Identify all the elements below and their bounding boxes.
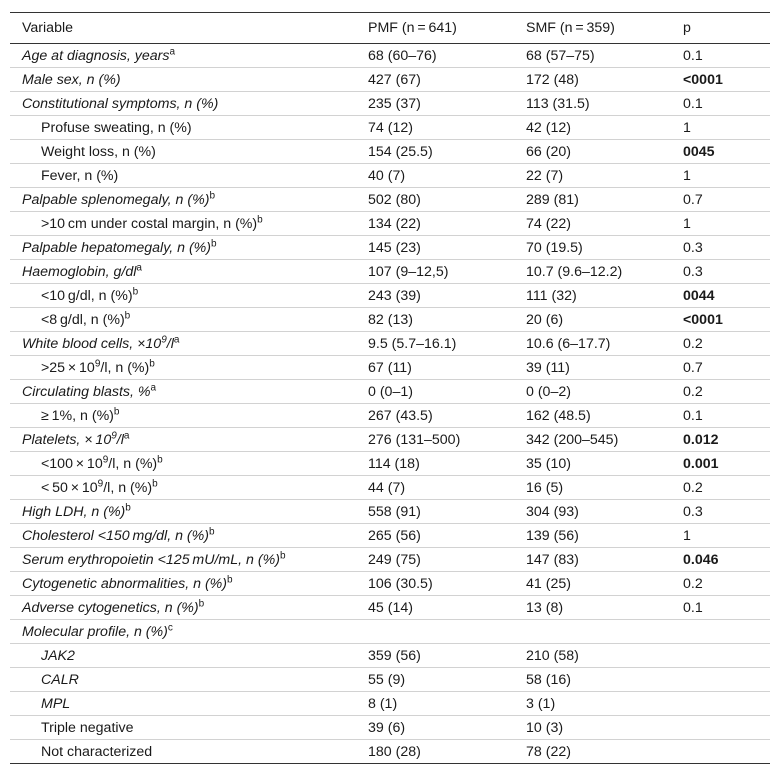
table-row: [10, 692, 770, 716]
footnote-marker: b: [209, 189, 215, 201]
table-row: [10, 140, 770, 164]
cell-variable: Age at diagnosis, years$^a$: [10, 44, 360, 68]
cell-p-value: [675, 668, 770, 692]
cell-variable: $>25 \times 10^9/l$, n (%)$^b$: [10, 356, 360, 380]
cell-pmf: 82 (13): [360, 308, 518, 332]
cell-variable: High LDH, n (%)$^b$: [10, 500, 360, 524]
cell-pmf: 145 (23): [360, 236, 518, 260]
table-row: [10, 404, 770, 428]
cell-p-value: 0.012: [675, 428, 770, 452]
cell-pmf: 106 (30.5): [360, 572, 518, 596]
footnote-marker: b: [279, 549, 286, 561]
cell-pmf: [360, 620, 518, 644]
cell-p-value: 0045: [675, 140, 770, 164]
cell-variable: <10 g/dl, n (%)$^b$: [10, 284, 360, 308]
table-row: [10, 116, 770, 140]
footnote-marker: b: [227, 573, 233, 585]
cell-p-value: [675, 620, 770, 644]
cell-pmf: 44 (7): [360, 476, 518, 500]
cell-p-value: 0.1: [675, 404, 770, 428]
cell-pmf: 265 (56): [360, 524, 518, 548]
cell-smf: 41 (25): [518, 572, 675, 596]
cell-pmf: 68 (60–76): [360, 44, 518, 68]
cell-p-value: [675, 716, 770, 740]
cell-variable: ≥ 1%, n (%)$^b$: [10, 404, 360, 428]
table-header: [10, 13, 770, 44]
cell-p-value: 0.2: [675, 380, 770, 404]
header-p: p: [675, 13, 770, 44]
footnote-marker: b: [208, 525, 215, 537]
table-row: [10, 356, 770, 380]
exponent: 9: [97, 477, 104, 489]
footnote-marker: a: [169, 45, 176, 57]
cell-pmf: 249 (75): [360, 548, 518, 572]
footnote-marker: c: [167, 621, 173, 633]
cell-variable: >10 cm under costal margin, n (%)$^b$: [10, 212, 360, 236]
cell-smf: 139 (56): [518, 524, 675, 548]
table-row: [10, 68, 770, 92]
cell-pmf: 276 (131–500): [360, 428, 518, 452]
exponent: 9: [94, 357, 101, 369]
cell-variable: Circulating blasts, %$^a$: [10, 380, 360, 404]
footnote-marker: a: [150, 381, 157, 393]
cell-smf: 22 (7): [518, 164, 675, 188]
cell-pmf: 107 (9–12,5): [360, 260, 518, 284]
footnote-marker: b: [132, 285, 139, 297]
cell-smf: [518, 620, 675, 644]
table-row: [10, 308, 770, 332]
cell-smf: 289 (81): [518, 188, 675, 212]
cell-pmf: 502 (80): [360, 188, 518, 212]
cell-variable: Weight loss, n (%): [10, 140, 360, 164]
cell-variable: Not characterized: [10, 740, 360, 764]
footnote-marker: b: [149, 357, 155, 369]
table-row: [10, 716, 770, 740]
footnote-marker: a: [136, 261, 142, 273]
cell-variable: MPL: [10, 692, 360, 716]
cell-pmf: 45 (14): [360, 596, 518, 620]
cell-pmf: 74 (12): [360, 116, 518, 140]
cell-smf: 111 (32): [518, 284, 675, 308]
cell-smf: 172 (48): [518, 68, 675, 92]
table-row: [10, 164, 770, 188]
table-row: [10, 572, 770, 596]
table-row: [10, 548, 770, 572]
cell-smf: 78 (22): [518, 740, 675, 764]
cell-smf: 68 (57–75): [518, 44, 675, 68]
cell-pmf: 55 (9): [360, 668, 518, 692]
cell-pmf: 180 (28): [360, 740, 518, 764]
cell-pmf: 0 (0–1): [360, 380, 518, 404]
cell-p-value: 0.3: [675, 500, 770, 524]
footnote-marker: b: [198, 597, 205, 609]
cell-smf: 113 (31.5): [518, 92, 675, 116]
cell-smf: 162 (48.5): [518, 404, 675, 428]
table-row: [10, 44, 770, 68]
cell-smf: 10 (3): [518, 716, 675, 740]
table-row: [10, 92, 770, 116]
cell-p-value: 0044: [675, 284, 770, 308]
cell-p-value: 0.2: [675, 572, 770, 596]
cell-p-value: 0.2: [675, 476, 770, 500]
cell-variable: Cytogenetic abnormalities, n (%)$^b$: [10, 572, 360, 596]
cell-smf: 342 (200–545): [518, 428, 675, 452]
table-row: [10, 236, 770, 260]
cell-smf: 3 (1): [518, 692, 675, 716]
footnote-marker: b: [113, 405, 120, 417]
cell-p-value: 0.7: [675, 188, 770, 212]
footnote-marker: b: [152, 477, 158, 489]
cell-pmf: 134 (22): [360, 212, 518, 236]
header-smf: SMF (n = 359): [518, 13, 675, 44]
table-row: [10, 452, 770, 476]
cell-pmf: 267 (43.5): [360, 404, 518, 428]
table-row: [10, 476, 770, 500]
cell-variable: Constitutional symptoms, n (%): [10, 92, 360, 116]
cell-p-value: 1: [675, 116, 770, 140]
cell-smf: 0 (0–2): [518, 380, 675, 404]
header-variable: Variable: [10, 13, 360, 44]
cell-p-value: 0.001: [675, 452, 770, 476]
cell-p-value: 0.2: [675, 332, 770, 356]
cell-variable: CALR: [10, 668, 360, 692]
cell-pmf: 40 (7): [360, 164, 518, 188]
table-row: [10, 332, 770, 356]
cell-variable: Triple negative: [10, 716, 360, 740]
cell-p-value: 0.1: [675, 44, 770, 68]
cell-p-value: 0.3: [675, 260, 770, 284]
cell-pmf: 114 (18): [360, 452, 518, 476]
cell-p-value: 0.7: [675, 356, 770, 380]
cell-smf: 74 (22): [518, 212, 675, 236]
cell-smf: 58 (16): [518, 668, 675, 692]
footnote-marker: b: [211, 237, 217, 249]
cell-smf: 10.6 (6–17.7): [518, 332, 675, 356]
cell-variable: Male sex, n (%): [10, 68, 360, 92]
cell-p-value: [675, 692, 770, 716]
cell-pmf: 67 (11): [360, 356, 518, 380]
cell-p-value: 1: [675, 212, 770, 236]
cell-smf: 10.7 (9.6–12.2): [518, 260, 675, 284]
cell-pmf: 8 (1): [360, 692, 518, 716]
cell-p-value: 1: [675, 524, 770, 548]
cell-p-value: 0.1: [675, 596, 770, 620]
cell-variable: Palpable hepatomegaly, n (%)$^b$: [10, 236, 360, 260]
cell-pmf: 235 (37): [360, 92, 518, 116]
cell-pmf: 243 (39): [360, 284, 518, 308]
cell-variable: Profuse sweating, n (%): [10, 116, 360, 140]
cell-variable: Haemoglobin, $g/dl^a$: [10, 260, 360, 284]
table-row: [10, 524, 770, 548]
footnote-marker: a: [173, 333, 180, 345]
cell-smf: 39 (11): [518, 356, 675, 380]
cell-smf: 304 (93): [518, 500, 675, 524]
table-row: [10, 500, 770, 524]
table-row: [10, 212, 770, 236]
cell-smf: 13 (8): [518, 596, 675, 620]
exponent: 9: [161, 333, 167, 345]
cell-pmf: 427 (67): [360, 68, 518, 92]
cell-p-value: 0.046: [675, 548, 770, 572]
cell-smf: 16 (5): [518, 476, 675, 500]
table-body: [10, 44, 770, 764]
header-row: [10, 13, 770, 44]
table-row: [10, 644, 770, 668]
cell-p-value: 0.3: [675, 236, 770, 260]
table-row: [10, 428, 770, 452]
cell-p-value: [675, 644, 770, 668]
table-row: [10, 260, 770, 284]
cell-p-value: 1: [675, 164, 770, 188]
cell-smf: 42 (12): [518, 116, 675, 140]
cell-variable: Fever, n (%): [10, 164, 360, 188]
cell-smf: 210 (58): [518, 644, 675, 668]
cell-pmf: 359 (56): [360, 644, 518, 668]
cell-variable: Cholesterol <150 mg/dl, n (%)$^b$: [10, 524, 360, 548]
cell-variable: < $50 \times 10^9/l$, n (%)$^b$: [10, 476, 360, 500]
characteristics-table: [10, 12, 770, 764]
exponent: 9: [102, 453, 109, 465]
cell-p-value: <0001: [675, 308, 770, 332]
cell-variable: $<100 \times 10^9/l$, n (%)$^b$: [10, 452, 360, 476]
cell-smf: 70 (19.5): [518, 236, 675, 260]
footnote-marker: a: [123, 429, 130, 441]
cell-variable: Adverse cytogenetics, n (%)$^b$: [10, 596, 360, 620]
cell-p-value: <0001: [675, 68, 770, 92]
cell-smf: 66 (20): [518, 140, 675, 164]
cell-p-value: 0.1: [675, 92, 770, 116]
cell-smf: 35 (10): [518, 452, 675, 476]
table-row: [10, 596, 770, 620]
cell-pmf: 9.5 (5.7–16.1): [360, 332, 518, 356]
cell-variable: White blood cells, $\times 10^9/l^a$: [10, 332, 360, 356]
table-row: [10, 620, 770, 644]
footnote-marker: b: [124, 309, 131, 321]
cell-variable: Platelets, × $10^9/l^a$: [10, 428, 360, 452]
table-row: [10, 188, 770, 212]
footnote-marker: b: [125, 501, 131, 513]
cell-variable: JAK2: [10, 644, 360, 668]
footnote-marker: b: [157, 453, 163, 465]
cell-variable: <8 g/dl, n (%)$^b$: [10, 308, 360, 332]
cell-pmf: 558 (91): [360, 500, 518, 524]
table-row: [10, 668, 770, 692]
cell-pmf: 154 (25.5): [360, 140, 518, 164]
cell-smf: 147 (83): [518, 548, 675, 572]
cell-smf: 20 (6): [518, 308, 675, 332]
cell-variable: Serum erythropoietin <125 mU/mL, n (%)$^b$: [10, 548, 360, 572]
table-row: [10, 284, 770, 308]
table-row: [10, 380, 770, 404]
cell-pmf: 39 (6): [360, 716, 518, 740]
footnote-marker: b: [257, 213, 263, 225]
cell-variable: Molecular profile, n (%)$^c$: [10, 620, 360, 644]
cell-variable: Palpable splenomegaly, n (%)$^b$: [10, 188, 360, 212]
exponent: 9: [111, 429, 117, 441]
header-pmf: PMF (n = 641): [360, 13, 518, 44]
